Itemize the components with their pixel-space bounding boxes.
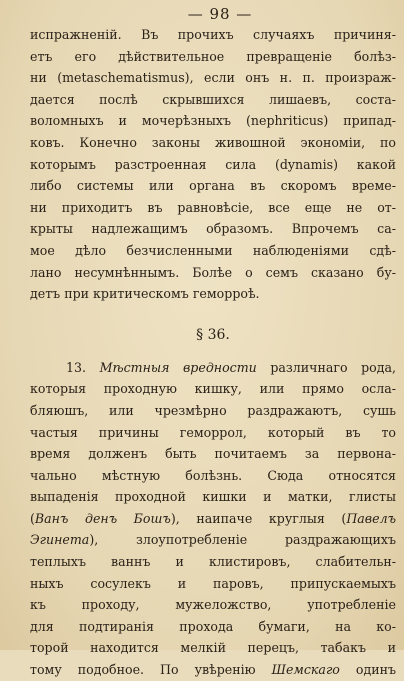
text-run: различнаго рода, bbox=[256, 359, 396, 375]
text-run: теплыхъ ваннъ и клистировъ, слабительн- bbox=[30, 554, 396, 570]
text-run: торой находится мелкій перецъ, табакъ и bbox=[30, 640, 396, 656]
text-line bbox=[30, 357, 396, 379]
paragraph-1 bbox=[30, 24, 396, 305]
text-run: время долженъ быть почитаемъ за первона- bbox=[30, 446, 396, 462]
text-line: которымъ разстроенная сила (dynamis) какой bbox=[30, 156, 396, 172]
text-line bbox=[30, 551, 396, 573]
text-run: ), наипаче круглыя ( bbox=[170, 510, 347, 526]
text-run: къ проходу, мужеложство, употребленіе bbox=[30, 597, 396, 613]
text-run: 13. bbox=[66, 359, 100, 375]
text-line: детъ при критическомъ геморроѣ. bbox=[30, 286, 260, 302]
text-line bbox=[30, 659, 396, 681]
text-line: либо системы или органа въ скоромъ време- bbox=[30, 178, 396, 194]
text-line: ни (metaschematismus), если онъ н. п. произраж- bbox=[30, 70, 396, 86]
italic-run: Эгинета bbox=[30, 532, 90, 548]
text-run: ), злоупотребленіе раздражающихъ bbox=[89, 532, 396, 548]
text-line: дается послѣ скрывшихся лишаевъ, состa- bbox=[30, 91, 396, 107]
text-line bbox=[30, 573, 396, 595]
text-line bbox=[30, 465, 396, 487]
text-run: для подтиранія прохода бумаги, на ко- bbox=[30, 618, 396, 634]
text-line: крыты надлежащимъ образомъ. Впрочемъ са- bbox=[30, 221, 396, 237]
italic-run: Павелъ bbox=[346, 510, 396, 526]
text-run: ( bbox=[30, 510, 35, 526]
text-line bbox=[30, 400, 396, 422]
text-line bbox=[30, 508, 396, 530]
text-run: тому подобное. По увѣренію bbox=[30, 662, 272, 678]
text-line bbox=[30, 529, 396, 551]
text-run: ныхъ сосулекъ и паровъ, припускаемыхъ bbox=[30, 575, 396, 591]
text-run: одинъ bbox=[339, 662, 397, 678]
text-line: воломныхъ и мочерѣзныхъ (nephriticus) припад- bbox=[30, 113, 396, 129]
page-number: — 98 — bbox=[187, 5, 253, 23]
paragraph-2 bbox=[30, 357, 396, 681]
text-run: частыя причины геморрол, который въ то bbox=[30, 424, 396, 440]
text-line bbox=[30, 637, 396, 659]
text-line bbox=[30, 378, 396, 400]
text-line bbox=[30, 486, 396, 508]
text-line bbox=[30, 422, 396, 444]
text-line bbox=[30, 594, 396, 616]
text-run: выпаденія проходной кишки и матки, глисты bbox=[30, 489, 396, 505]
italic-run: Шемскаго bbox=[271, 662, 340, 678]
text-run: бляюшъ, или чрезмѣрно раздражаютъ, сушь bbox=[30, 402, 396, 418]
text-line: ковъ. Конечно законы живошной экономіи, по bbox=[30, 134, 396, 150]
italic-run: Мѣстныя вредности bbox=[99, 359, 257, 375]
text-line: етъ его дѣйствительное превращеніе болѣз- bbox=[30, 48, 396, 64]
text-line: ни приходитъ въ равновѣсіе, все еще не от- bbox=[30, 199, 396, 215]
text-line: мое дѣло безчисленными наблюденіями сдѣ- bbox=[30, 242, 396, 258]
text-run: которыя проходную кишку, или прямо осла- bbox=[30, 381, 396, 397]
text-line: испражненій. Въ прочихъ случаяхъ причиня- bbox=[30, 27, 396, 42]
section-heading: § 36. bbox=[196, 326, 230, 343]
text-line bbox=[30, 616, 396, 638]
text-line: лано несумнѣннымъ. Болѣе о семъ сказано бу- bbox=[30, 264, 396, 280]
text-line bbox=[30, 443, 396, 465]
text-run: чально мѣстную болѣзнь. Сюда относятся bbox=[30, 467, 396, 483]
italic-run: Ванъ денъ Бошъ bbox=[34, 510, 171, 526]
